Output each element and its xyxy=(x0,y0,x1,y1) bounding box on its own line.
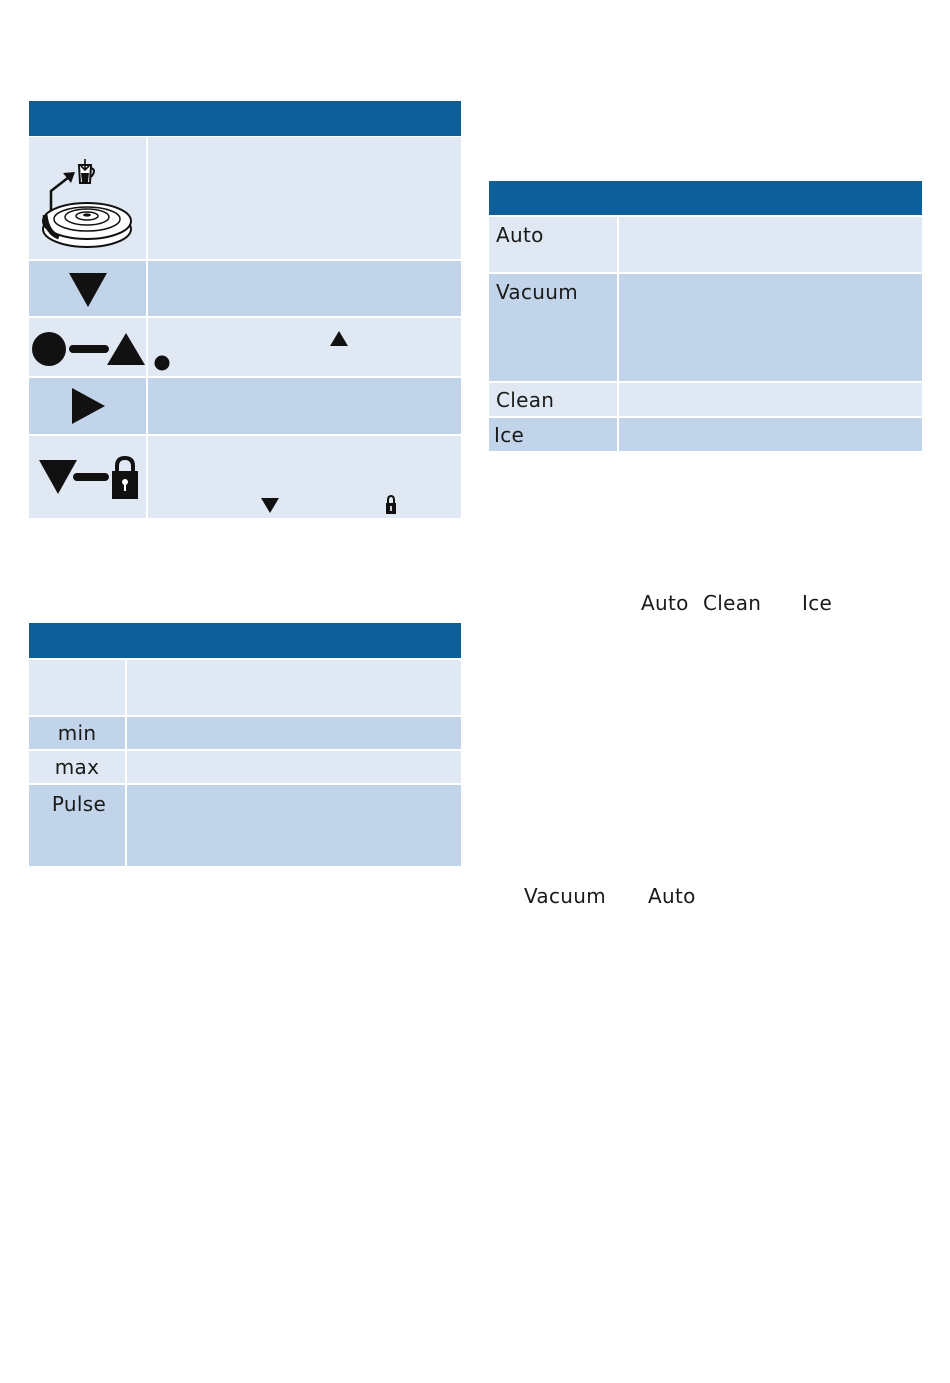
speed-row-pulse-label-cell xyxy=(29,785,125,866)
speed-row-pulse-text-cell xyxy=(127,785,461,866)
symbols-row-1-icon-cell xyxy=(29,137,146,259)
symbols-row-4-icon-cell xyxy=(29,378,146,434)
symbols-row-5-icon-cell xyxy=(29,436,146,518)
program-row-auto-label-cell xyxy=(489,217,617,272)
triangle-down-icon xyxy=(260,497,280,514)
program-vacuum-label: Vacuum xyxy=(496,280,579,304)
inline-word-clean: Clean xyxy=(703,591,762,615)
program-row-ice-label-cell xyxy=(489,418,617,451)
speed-row-blank-label-cell xyxy=(29,660,125,715)
program-table-header xyxy=(489,181,922,215)
program-row-clean-label-cell xyxy=(489,383,617,416)
program-row-vacuum-text-cell xyxy=(619,274,922,381)
speed-max-label: max xyxy=(54,755,100,779)
blender-on-base-icon xyxy=(29,137,146,259)
inline-word-auto: Auto xyxy=(641,591,689,615)
program-clean-label: Clean xyxy=(496,388,555,412)
speed-row-min-label-cell xyxy=(29,717,125,749)
symbols-row-2-text-cell xyxy=(148,261,461,316)
speed-pulse-label: Pulse xyxy=(51,792,107,816)
symbols-row-3-icon-cell xyxy=(29,318,146,376)
program-auto-label: Auto xyxy=(496,223,544,247)
triangle-down-lock-icon xyxy=(29,436,146,518)
inline-word-vacuum: Vacuum xyxy=(524,884,607,908)
triangle-up-icon xyxy=(329,331,349,347)
program-row-auto-text-cell xyxy=(619,217,922,272)
speed-row-max-text-cell xyxy=(127,751,461,783)
inline-word-auto-2: Auto xyxy=(648,884,696,908)
circle-icon xyxy=(154,355,170,371)
speed-row-max-label-cell xyxy=(29,751,125,783)
symbols-table-header xyxy=(29,101,461,136)
program-row-clean-text-cell xyxy=(619,383,922,416)
symbols-row-1-text-cell xyxy=(148,137,461,259)
symbols-row-4-text-cell xyxy=(148,378,461,434)
speed-min-label: min xyxy=(57,721,97,745)
program-row-vacuum-label-cell xyxy=(489,274,617,381)
speed-row-min-text-cell xyxy=(127,717,461,749)
program-row-ice-text-cell xyxy=(619,418,922,451)
inline-word-ice: Ice xyxy=(802,591,833,615)
speed-table-header xyxy=(29,623,461,658)
symbols-row-3-text-cell xyxy=(148,318,461,376)
triangle-down-icon xyxy=(29,261,146,316)
speed-row-blank-text-cell xyxy=(127,660,461,715)
program-ice-label: Ice xyxy=(494,423,525,447)
lock-icon xyxy=(385,495,397,515)
symbols-row-2-icon-cell xyxy=(29,261,146,316)
play-icon xyxy=(29,378,146,434)
symbols-row-5-text-cell xyxy=(148,436,461,518)
circle-triangle-up-icon xyxy=(29,318,146,376)
